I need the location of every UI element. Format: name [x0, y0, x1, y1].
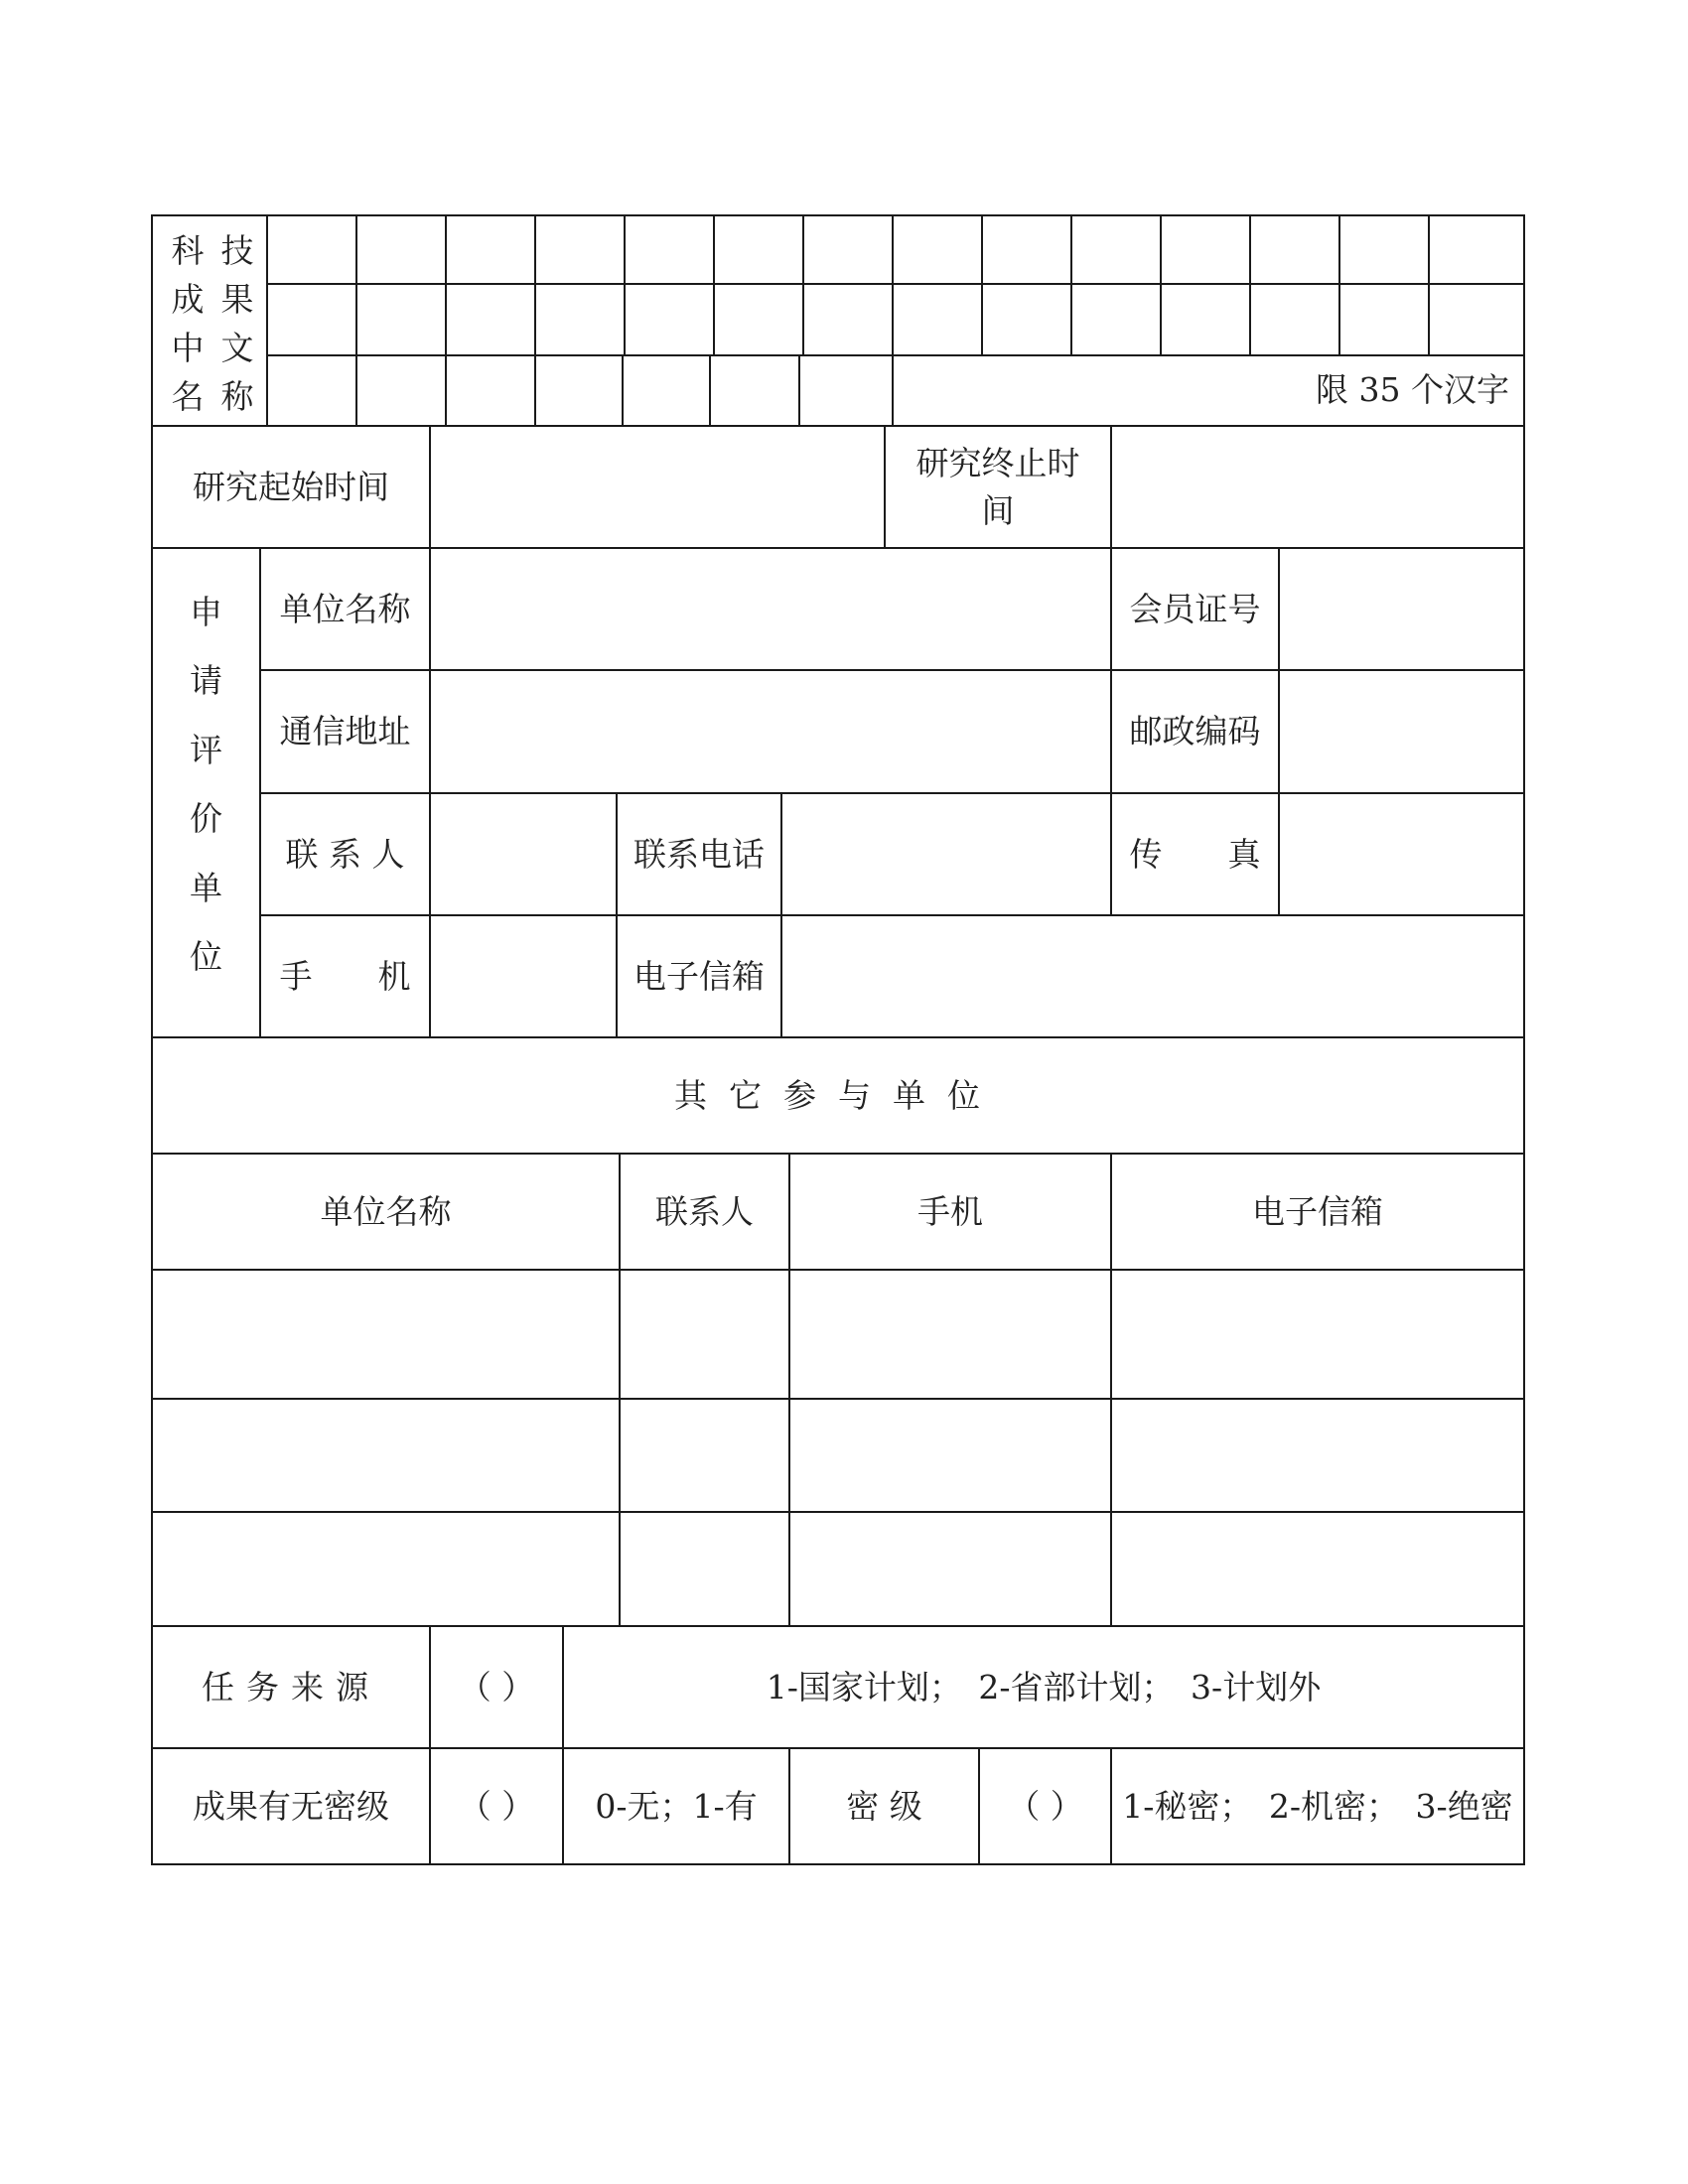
rule	[1278, 547, 1280, 914]
mobile-label: 手 机	[279, 956, 411, 996]
rule	[429, 547, 431, 1036]
research-start-label: 研究起始时间	[193, 467, 389, 506]
contact-label: 联 系 人	[285, 834, 405, 874]
task-source-paren: （ ）	[458, 1667, 535, 1706]
rule	[1160, 214, 1162, 354]
header-mobile: 手机	[917, 1191, 983, 1231]
rule	[1249, 214, 1251, 354]
rule	[151, 1511, 1525, 1513]
rule	[780, 792, 782, 1036]
rule	[1523, 214, 1525, 1865]
secrecy-level-options: 1-秘密； 2-机密； 3-绝密	[1122, 1786, 1513, 1826]
secrecy-level-label: 密 级	[846, 1786, 922, 1826]
research-end-label: 研究终止时间	[915, 443, 1080, 530]
fax-label: 传 真	[1129, 834, 1261, 874]
rule	[1428, 214, 1430, 354]
label-char: 中	[171, 329, 205, 367]
rule	[151, 1269, 1525, 1271]
label-char: 申	[190, 593, 222, 631]
rule	[981, 214, 983, 354]
email-label: 电子信箱	[633, 956, 765, 996]
label-char: 技	[220, 231, 254, 270]
rule	[798, 354, 800, 425]
secrecy-label: 成果有无密级	[193, 1786, 389, 1826]
label-char: 成	[171, 280, 205, 319]
label-char: 文	[220, 329, 254, 367]
rule	[151, 1863, 1525, 1865]
rule	[802, 214, 804, 354]
label-char: 果	[220, 280, 254, 319]
header-email: 电子信箱	[1252, 1191, 1383, 1231]
applicant-group-label	[153, 593, 259, 976]
secrecy-options: 0-无；1-有	[595, 1786, 758, 1826]
rule	[884, 425, 886, 547]
label-char: 称	[220, 377, 254, 416]
other-units-title: 其它参与单位	[674, 1075, 1002, 1115]
secrecy-level-paren: （ ）	[1007, 1786, 1083, 1826]
rule	[713, 214, 715, 354]
address-label: 通信地址	[279, 712, 411, 751]
label-char: 评	[190, 730, 222, 769]
rule	[709, 354, 711, 425]
rule	[892, 214, 894, 425]
label-char: 请	[190, 661, 222, 701]
label-char: 科	[171, 231, 205, 270]
secrecy-paren: （ ）	[458, 1786, 535, 1826]
rule	[260, 792, 1525, 794]
rule	[266, 214, 268, 425]
task-source-label: 任务来源	[202, 1667, 380, 1706]
rule	[1070, 214, 1072, 354]
rule	[622, 354, 624, 425]
achievement-name-label	[163, 224, 262, 419]
phone-label: 联系电话	[633, 834, 765, 874]
rule	[445, 214, 447, 425]
rule	[534, 214, 536, 425]
task-source-options: 1-国家计划； 2-省部计划； 3-计划外	[766, 1667, 1322, 1706]
postcode-label: 邮政编码	[1129, 712, 1261, 751]
member-no-label: 会员证号	[1129, 589, 1261, 628]
header-unit-name: 单位名称	[320, 1191, 452, 1231]
label-char: 位	[190, 936, 222, 976]
rule	[260, 669, 1525, 671]
rule	[268, 283, 1525, 285]
rule	[1110, 425, 1112, 547]
unit-name-label: 单位名称	[279, 589, 411, 628]
rule	[429, 425, 431, 547]
rule	[151, 1398, 1525, 1400]
header-contact: 联系人	[655, 1191, 754, 1231]
label-char: 名	[171, 377, 205, 416]
label-char: 单	[190, 868, 222, 907]
rule	[624, 214, 626, 354]
rule	[1338, 214, 1340, 354]
label-char: 价	[190, 799, 222, 839]
rule	[355, 214, 357, 425]
rule	[260, 914, 1525, 916]
limit-note: 限 35 个汉字	[1316, 370, 1509, 410]
